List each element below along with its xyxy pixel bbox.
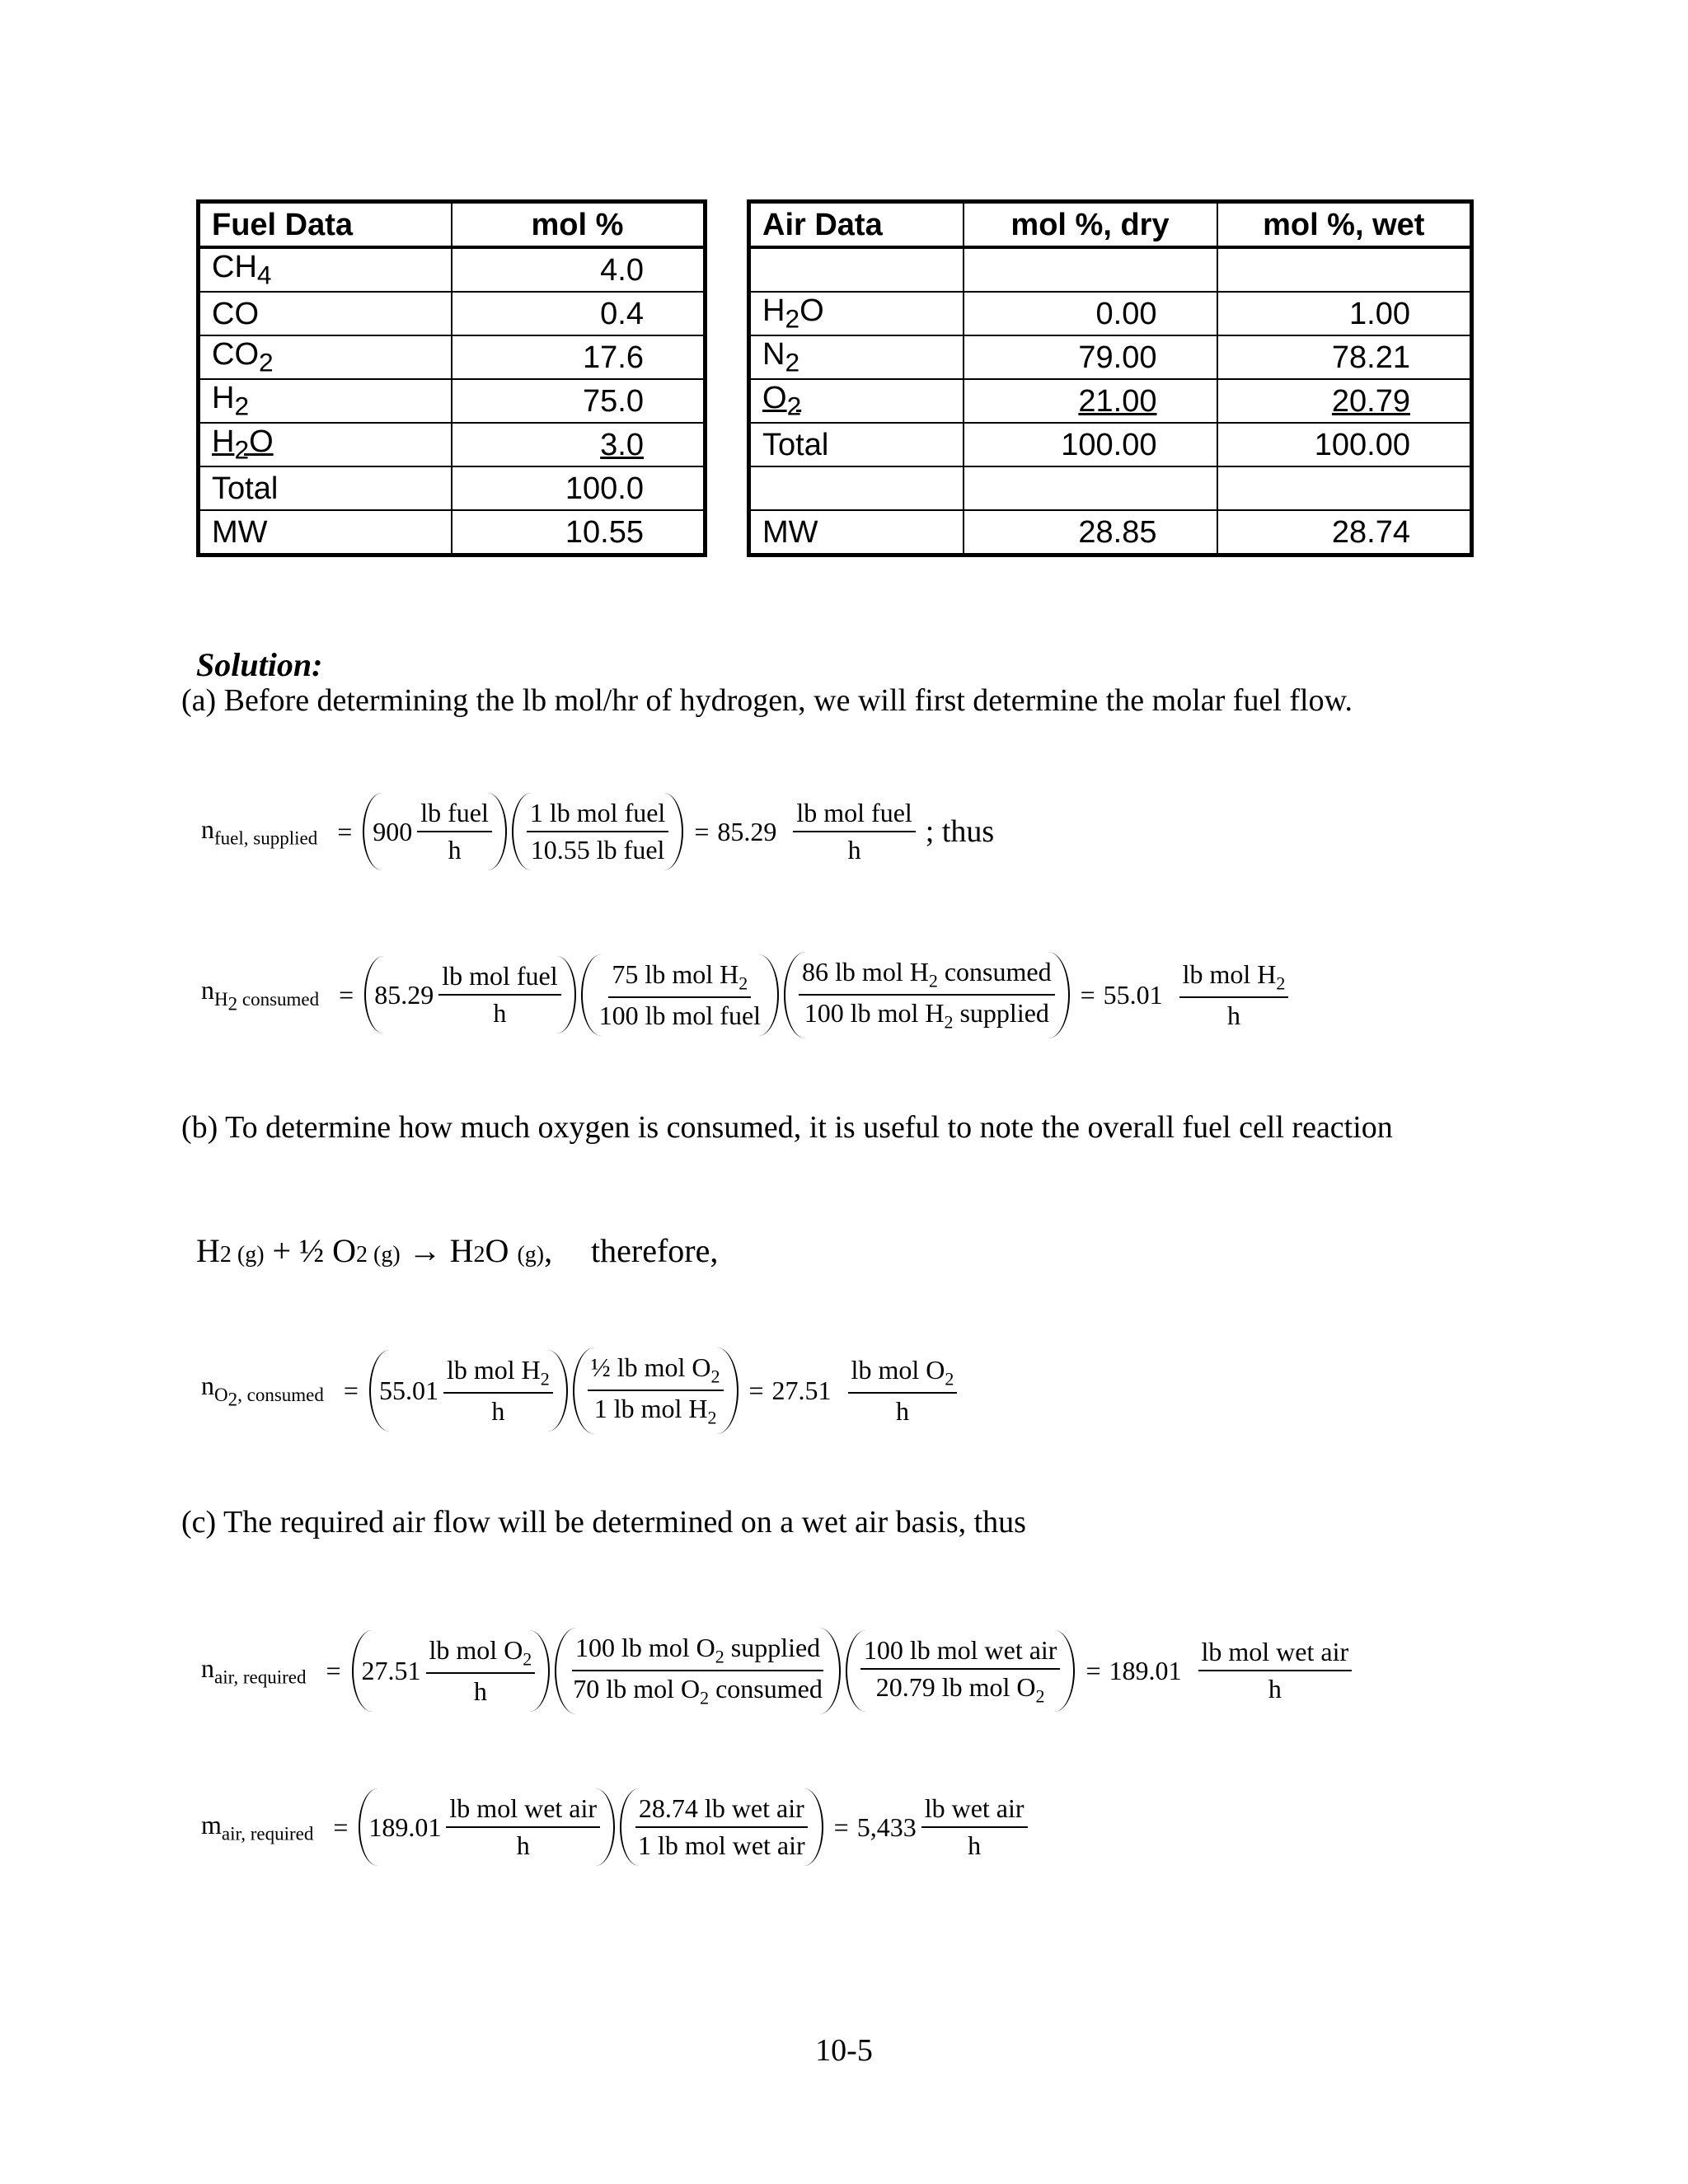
factor-group: 55.01 $\frac{lb mol H_2}{h}$ xyxy=(369,1350,568,1432)
air-data-table xyxy=(747,199,1474,557)
equation-fuel-supplied: $n_{fuel, supplied}$ = 900 $\frac{\text{lb fuel}}{h}$ $\frac{\text{1 lb mol fuel}}{\text{10.55 lb fuel}}$ = 85.29 $\frac{\text{lb mol fuel}}{h}$ ; thus xyxy=(201,793,994,870)
component-cell xyxy=(749,247,964,292)
value-cell xyxy=(1217,247,1472,292)
equation-lhs: $n_{fuel, supplied}$ xyxy=(201,813,318,849)
component-cell: $H_2$ xyxy=(199,379,452,423)
value-cell: 4.0 xyxy=(452,247,706,292)
factor-group: $\frac{100 lb mol O_2 supplied}{70 lb mol O_2 consumed}$ xyxy=(555,1628,841,1714)
equation-result: 5,433 xyxy=(856,1811,917,1842)
value-cell: 28.74 xyxy=(1217,510,1472,555)
column-header: mol %, dry xyxy=(964,202,1217,248)
table-row xyxy=(199,423,706,466)
value-cell: 100.0 xyxy=(452,466,706,510)
factor-group: $\frac{\text{100 lb mol wet air}}{20.79 lb mol O_2}$ xyxy=(846,1630,1076,1712)
value-cell xyxy=(964,247,1217,292)
component-cell: $CH_4$ xyxy=(199,247,452,292)
component-cell: Total xyxy=(749,423,964,466)
value-cell: 79.00 xyxy=(964,335,1217,379)
table-row xyxy=(199,466,706,510)
value-cell: 1.00 xyxy=(1217,292,1472,335)
factor-group: $\frac{\frac{1}{2} lb mol O_2}{1 lb mol H_2}$ xyxy=(573,1347,738,1434)
equation-air-required-mass: $m_{air, required}$ = 189.01 $\frac{\text{lb mol wet air}}{h}$ $\frac{\text{28.74 lb wet air}}{\text{1 lb mol wet air}}$ = 5,433 $\frac{\text{lb wet air}}{h}$ xyxy=(201,1788,1033,1866)
part-c-text: (c) The required air flow will be determined on a wet air basis, thus xyxy=(181,1505,1026,1540)
factor-group: $\frac{75 lb mol H_2}{\text{100 lb mol fuel}}$ xyxy=(581,954,779,1036)
equation-lhs: $m_{air, required}$ xyxy=(201,1809,314,1844)
value-cell xyxy=(964,466,1217,510)
value-cell: 10.55 xyxy=(452,510,706,555)
value-cell: 20.79 xyxy=(1217,379,1472,423)
reaction-equation: H2 (g) + ½ O2 (g) → H2O (g), xyxy=(196,1232,553,1269)
component-cell: MW xyxy=(199,510,452,555)
equation-h2-consumed: $n_{H_2 consumed}$ = 85.29 $\frac{\text{lb mol fuel}}{h}$ $\frac{75 lb mol H_2}{\text{100 lb mol fuel}}$ $\frac{86 lb mol H_2 consumed}{100 lb mol H_2 supplied}$ = 55.01 $\frac{lb mol H_2}{h}$ xyxy=(201,952,1293,1038)
table-header-row xyxy=(199,202,706,248)
value-cell: 21.00 xyxy=(964,379,1217,423)
table-row xyxy=(749,510,1472,555)
factor-group: $\frac{\text{1 lb mol fuel}}{\text{10.55 lb fuel}}$ xyxy=(512,793,683,870)
table-row xyxy=(199,379,706,423)
value-cell: 3.0 xyxy=(452,423,706,466)
table-row xyxy=(199,335,706,379)
component-cell: MW xyxy=(749,510,964,555)
component-cell: $CO_2$ xyxy=(199,335,452,379)
equation-value: 189.01 xyxy=(368,1811,442,1842)
table-row xyxy=(749,292,1472,335)
table-row xyxy=(199,510,706,555)
factor-group: $\frac{\text{28.74 lb wet air}}{\text{1 lb mol wet air}}$ xyxy=(620,1788,823,1866)
value-cell: 100.00 xyxy=(1217,423,1472,466)
equation-lhs: $n_{air, required}$ xyxy=(201,1653,307,1688)
equation-value: 55.01 xyxy=(378,1375,438,1405)
component-cell: $O_2$ xyxy=(749,379,964,423)
value-cell: 28.85 xyxy=(964,510,1217,555)
table-row xyxy=(199,292,706,335)
solution-heading: Solution: xyxy=(196,646,323,683)
equation-result: 27.51 xyxy=(771,1375,832,1405)
component-cell: $N_2$ xyxy=(749,335,964,379)
component-cell: $H_2O$ xyxy=(199,423,452,466)
component-cell: $H_2O$ xyxy=(749,292,964,335)
factor-group: 900 $\frac{\text{lb fuel}}{h}$ xyxy=(363,793,507,870)
page-number: 10-5 xyxy=(815,2033,873,2068)
table-row xyxy=(749,247,1472,292)
value-cell: 100.00 xyxy=(964,423,1217,466)
table-row xyxy=(199,247,706,292)
table-row xyxy=(749,335,1472,379)
equation-result: 85.29 xyxy=(717,816,777,846)
value-cell: 0.00 xyxy=(964,292,1217,335)
column-header: mol %, wet xyxy=(1217,202,1472,248)
table-row xyxy=(749,423,1472,466)
table-header-row xyxy=(749,202,1472,248)
value-cell: 78.21 xyxy=(1217,335,1472,379)
factor-group: 189.01 $\frac{\text{lb mol wet air}}{h}$ xyxy=(359,1788,615,1866)
column-header: Air Data xyxy=(749,202,964,248)
column-header: Fuel Data xyxy=(199,202,452,248)
table-row xyxy=(749,466,1472,510)
factor-group: $\frac{86 lb mol H_2 consumed}{100 lb mol H_2 supplied}$ xyxy=(784,952,1070,1038)
value-cell: 0.4 xyxy=(452,292,706,335)
equation-value: 900 xyxy=(373,816,413,846)
component-cell: Total xyxy=(199,466,452,510)
factor-group: 85.29 $\frac{\text{lb mol fuel}}{h}$ xyxy=(364,956,575,1033)
equation-o2-consumed: $n_{O_2, consumed}$ = 55.01 $\frac{lb mol H_2}{h}$ $\frac{\frac{1}{2} lb mol O_2}{1 lb mol H_2}$ = 27.51 $\frac{lb mol O_2}{h}$ xyxy=(201,1347,962,1434)
equation-lhs: $n_{O_2, consumed}$ xyxy=(201,1371,324,1410)
component-cell: CO xyxy=(199,292,452,335)
equation-value: 85.29 xyxy=(374,979,434,1010)
table-row xyxy=(749,379,1472,423)
equation-air-required-moles: $n_{air, required}$ = 27.51 $\frac{lb mol O_2}{h}$ $\frac{100 lb mol O_2 supplied}{70 lb mol O_2 consumed}$ $\frac{\text{100 lb mol wet air}}{20.79 lb mol O_2}$ = 189.01 $\frac{\text{lb mol wet air}}{h}$ xyxy=(201,1628,1357,1714)
equation-value: 27.51 xyxy=(361,1655,421,1685)
fuel-data-table xyxy=(196,199,707,557)
column-header: mol % xyxy=(452,202,706,248)
part-b-text: (b) To determine how much oxygen is consumed, it is useful to note the overall fuel cell reaction xyxy=(181,1110,1393,1145)
part-a-text: (a) Before determining the lb mol/hr of hydrogen, we will first determine the molar fuel flow. xyxy=(181,683,1353,718)
therefore-text: therefore, xyxy=(591,1232,719,1269)
value-cell: 75.0 xyxy=(452,379,706,423)
value-cell xyxy=(1217,466,1472,510)
factor-group: 27.51 $\frac{lb mol O_2}{h}$ xyxy=(352,1630,551,1712)
equation-lhs: $n_{H_2 consumed}$ xyxy=(201,975,320,1015)
component-cell xyxy=(749,466,964,510)
value-cell: 17.6 xyxy=(452,335,706,379)
equation-result: 189.01 xyxy=(1109,1655,1182,1685)
equation-result: 55.01 xyxy=(1103,979,1163,1010)
